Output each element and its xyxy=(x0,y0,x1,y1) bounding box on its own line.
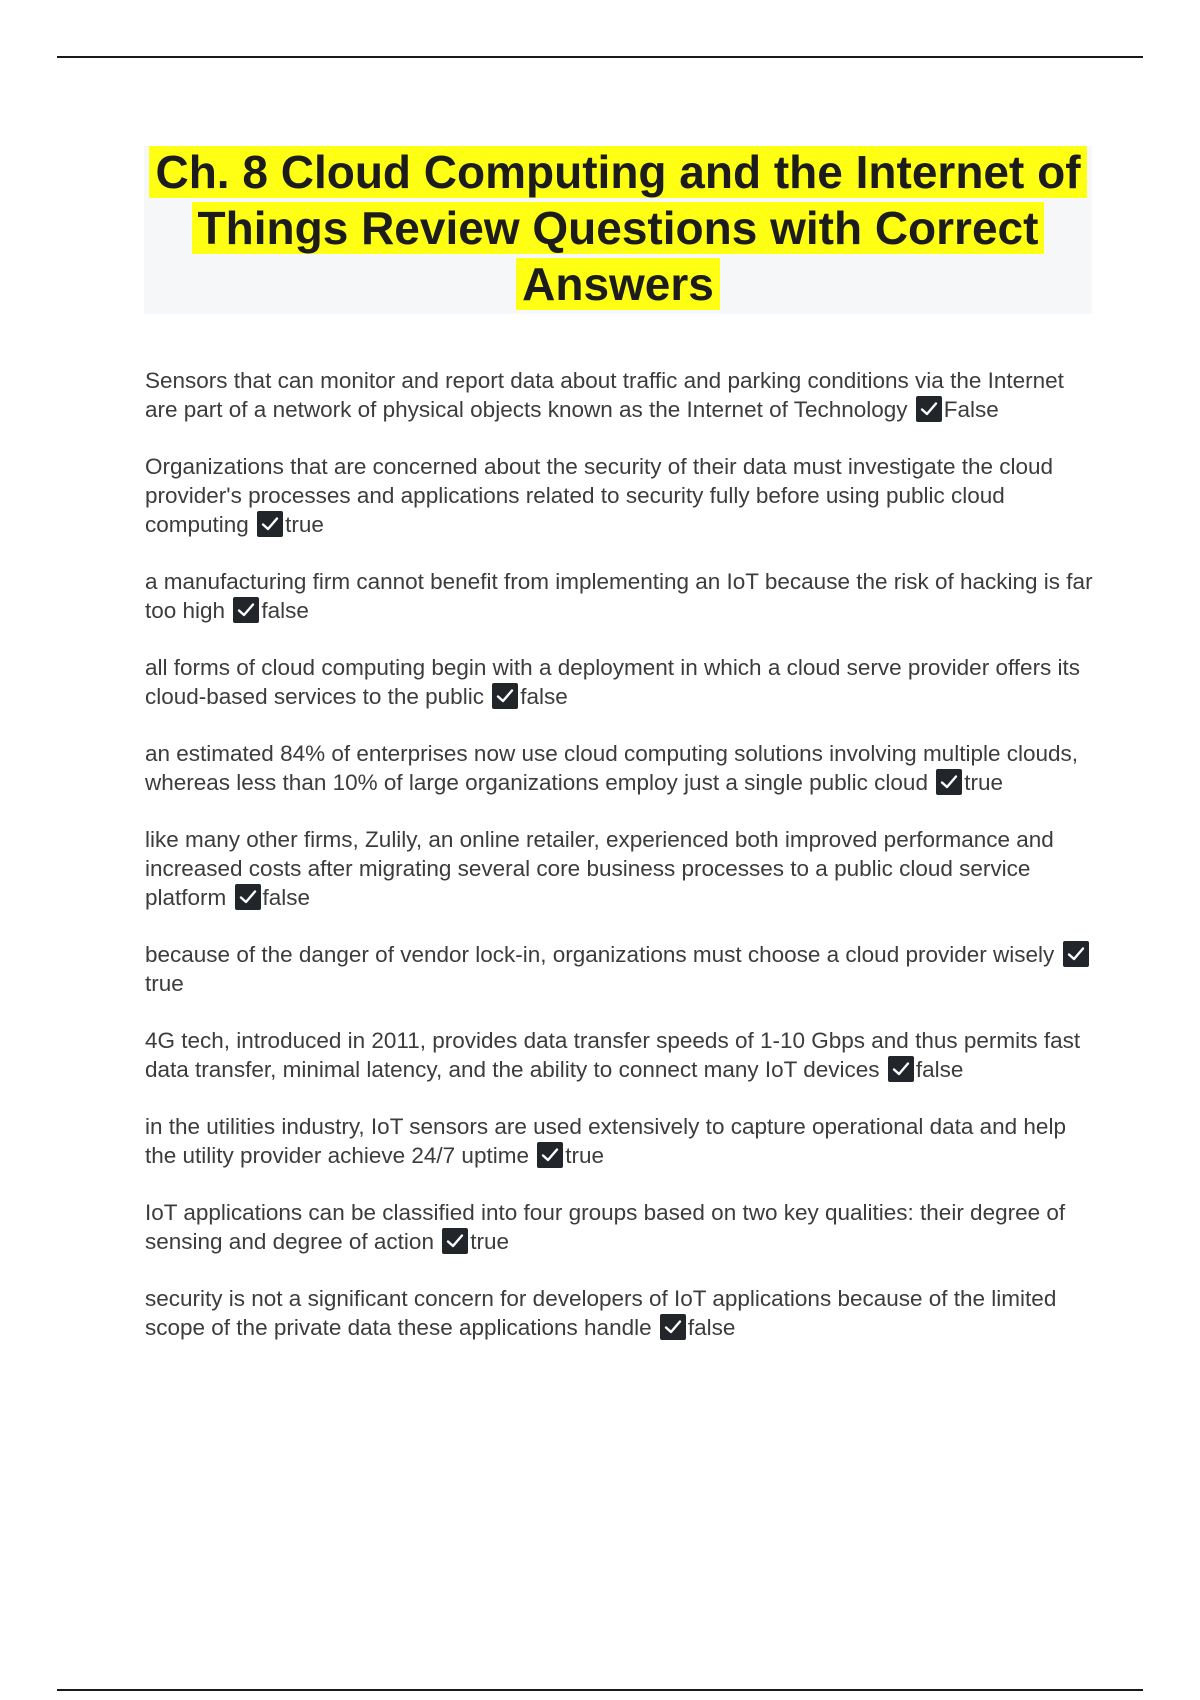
checkmark-icon xyxy=(537,1142,563,1168)
question-item xyxy=(145,825,1093,912)
checkmark-icon xyxy=(660,1314,686,1340)
question-item xyxy=(145,653,1093,711)
answer-text: False xyxy=(943,397,999,422)
checkmark-icon xyxy=(888,1056,914,1082)
page-title xyxy=(144,144,1092,312)
question-item xyxy=(145,940,1093,998)
question-item xyxy=(145,1198,1093,1256)
checkmark-icon xyxy=(235,884,261,910)
question-text: in the utilities industry, IoT sensors are used extensively to capture operational data and help the utility provider achieve 24/7 uptime xyxy=(145,1114,1066,1168)
answer-text: false xyxy=(261,598,309,623)
question-text: an estimated 84% of enterprises now use cloud computing solutions involving multiple clouds, whereas less than 10% of large organizations employ just a single public cloud xyxy=(145,741,1079,795)
question-item xyxy=(145,739,1093,797)
question-item xyxy=(145,1284,1093,1342)
checkmark-icon xyxy=(233,597,259,623)
checkmark-icon xyxy=(442,1228,468,1254)
answer-text: true xyxy=(285,512,324,537)
answer-text: false xyxy=(687,1315,736,1340)
checkmark-icon xyxy=(916,396,942,422)
question-item xyxy=(145,452,1093,539)
answer-text: true xyxy=(145,971,184,996)
checkmark-icon xyxy=(936,769,962,795)
question-text: all forms of cloud computing begin with a deployment in which a cloud serve provider offers its cloud-based services to the public xyxy=(145,655,1081,709)
question-text: IoT applications can be classified into four groups based on two key qualities: their degree of sensing and degree of action xyxy=(145,1200,1066,1254)
answer-text: true xyxy=(470,1229,510,1254)
answer-text: false xyxy=(520,684,568,709)
answer-text: false xyxy=(915,1057,964,1082)
question-item xyxy=(145,366,1093,424)
question-text: a manufacturing firm cannot benefit from implementing an IoT because the risk of hacking is far too high xyxy=(145,569,1093,623)
question-item xyxy=(145,567,1093,625)
answer-text: true xyxy=(565,1143,605,1168)
top-rule xyxy=(57,56,1143,58)
answer-text: false xyxy=(262,885,311,910)
question-item xyxy=(145,1112,1093,1170)
bottom-rule xyxy=(57,1689,1143,1691)
question-text: because of the danger of vendor lock-in, organizations must choose a cloud provider wisely xyxy=(145,942,1055,967)
question-text: 4G tech, introduced in 2011, provides data transfer speeds of 1-10 Gbps and thus permits fast data transfer, minimal latency, and the ability to connect many IoT devices xyxy=(145,1028,1081,1082)
question-text: Organizations that are concerned about the security of their data must investigate the cloud provider's processes and applications related to security fully before using public cloud computing xyxy=(145,454,1054,537)
checkmark-icon xyxy=(492,683,518,709)
answer-text: true xyxy=(964,770,1003,795)
checkmark-icon xyxy=(1063,941,1089,967)
question-item xyxy=(145,1026,1093,1084)
question-text: security is not a significant concern for developers of IoT applications because of the limited scope of the private data these applications handle xyxy=(145,1286,1057,1340)
title-highlight: Ch. 8 Cloud Computing and the Internet of Things Review Questions with Correct Answers xyxy=(149,146,1086,310)
checkmark-icon xyxy=(257,511,283,537)
question-text: Sensors that can monitor and report data about traffic and parking conditions via the Internet are part of a network of physical objects known as the Internet of Technology xyxy=(145,368,1064,422)
question-text: like many other firms, Zulily, an online retailer, experienced both improved performance and increased costs after migrating several core business processes to a public cloud service platform xyxy=(145,827,1054,910)
question-list xyxy=(145,366,1093,1370)
